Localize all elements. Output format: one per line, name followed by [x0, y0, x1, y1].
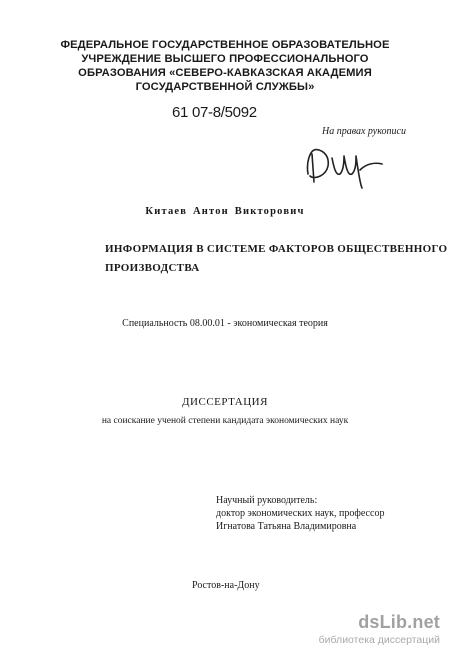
watermark-logo: dsLib.net [358, 612, 440, 632]
institution-header [30, 38, 420, 94]
manuscript-rights-note: На правах рукописи [322, 126, 406, 137]
header-line: УЧРЕЖДЕНИЕ ВЫСШЕГО ПРОФЕССИОНАЛЬНОГО [81, 53, 369, 65]
header-line: ФЕДЕРАЛЬНОЕ ГОСУДАРСТВЕННОЕ ОБРАЗОВАТЕЛЬНОЕ [60, 39, 390, 51]
document-type-heading: ДИССЕРТАЦИЯ [182, 396, 268, 408]
handwritten-signature [300, 140, 390, 190]
dslib-watermark [260, 612, 446, 650]
author-name: Китаев Антон Викторович [145, 206, 305, 217]
library-stamp-number: 61 07-8/5092 [172, 104, 257, 121]
dissertation-title [105, 240, 448, 278]
speciality-line: Специальность 08.00.01 - экономическая теория [122, 318, 328, 329]
supervisor-line: Научный руководитель: [216, 495, 318, 506]
city-line: Ростов-на-Дону [192, 580, 260, 591]
title-line: ИНФОРМАЦИЯ В СИСТЕМЕ ФАКТОРОВ ОБЩЕСТВЕННОГО [105, 243, 448, 255]
supervisor-line: доктор экономических наук, профессор [216, 508, 385, 519]
watermark-subtitle: библиотека диссертаций [318, 634, 440, 646]
header-line: ГОСУДАРСТВЕННОЙ СЛУЖБЫ» [135, 81, 315, 93]
degree-line: на соискание ученой степени кандидата экономических наук [101, 416, 349, 426]
supervisor-block [216, 494, 384, 533]
title-line: ПРОИЗВОДСТВА [105, 262, 200, 274]
header-line: ОБРАЗОВАНИЯ «СЕВЕРО-КАВКАЗСКАЯ АКАДЕМИЯ [78, 67, 372, 79]
supervisor-line: Игнатова Татьяна Владимировна [216, 521, 357, 532]
